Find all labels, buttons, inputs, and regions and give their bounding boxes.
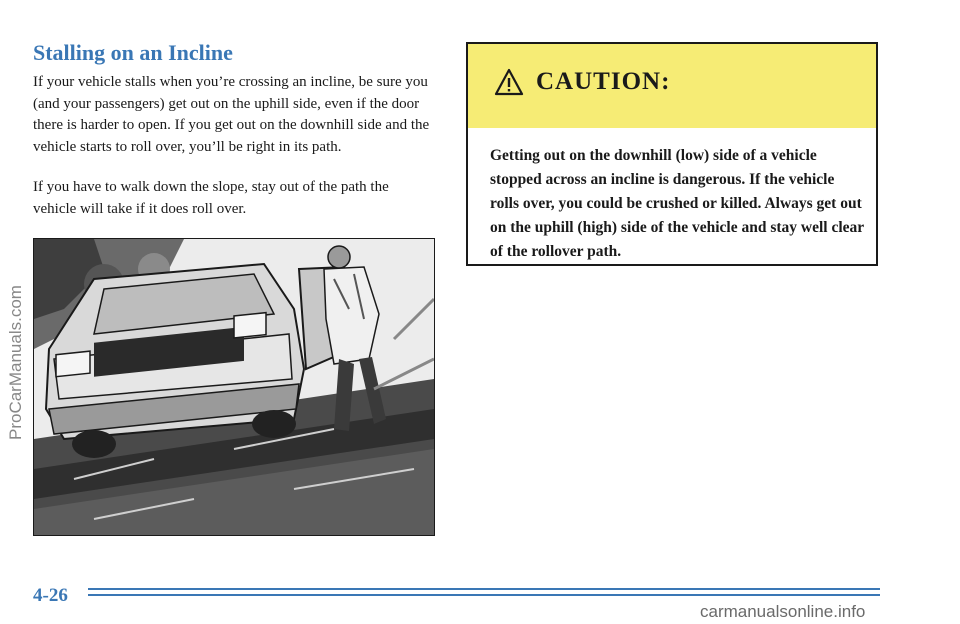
caution-box <box>466 42 878 266</box>
illustration-vehicle-on-incline <box>33 238 435 536</box>
caution-title: CAUTION: <box>536 68 671 95</box>
side-watermark: ProCarManuals.com <box>6 285 25 440</box>
footer-rule-top <box>88 588 880 590</box>
section-heading: Stalling on an Incline <box>33 40 233 65</box>
body-paragraph-2: If you have to walk down the slope, stay out of the path the vehicle will take if it does roll over. <box>33 179 389 217</box>
caution-header <box>468 44 876 128</box>
bottom-watermark: carmanualsonline.info <box>700 602 866 621</box>
caution-text: Getting out on the downhill (low) side of a vehicle stopped across an incline is dangerous. If the vehicle rolls over, you could be crushed or killed. Always get out on the uphill (high) side of the vehicle and stay well clear of the rollover path. <box>490 147 864 260</box>
footer-rule-bottom <box>88 594 880 596</box>
page-number: 4-26 <box>33 585 68 606</box>
vehicle-illustration <box>34 239 434 535</box>
warning-triangle-icon <box>494 68 524 96</box>
body-paragraph-1: If your vehicle stalls when you’re crossing an incline, be sure you (and your passengers) get out on the uphill side, even if the door there is harder to open. If you get out on the downhill side and the vehicle starts to roll over, you’ll be right in its path. <box>33 74 430 155</box>
